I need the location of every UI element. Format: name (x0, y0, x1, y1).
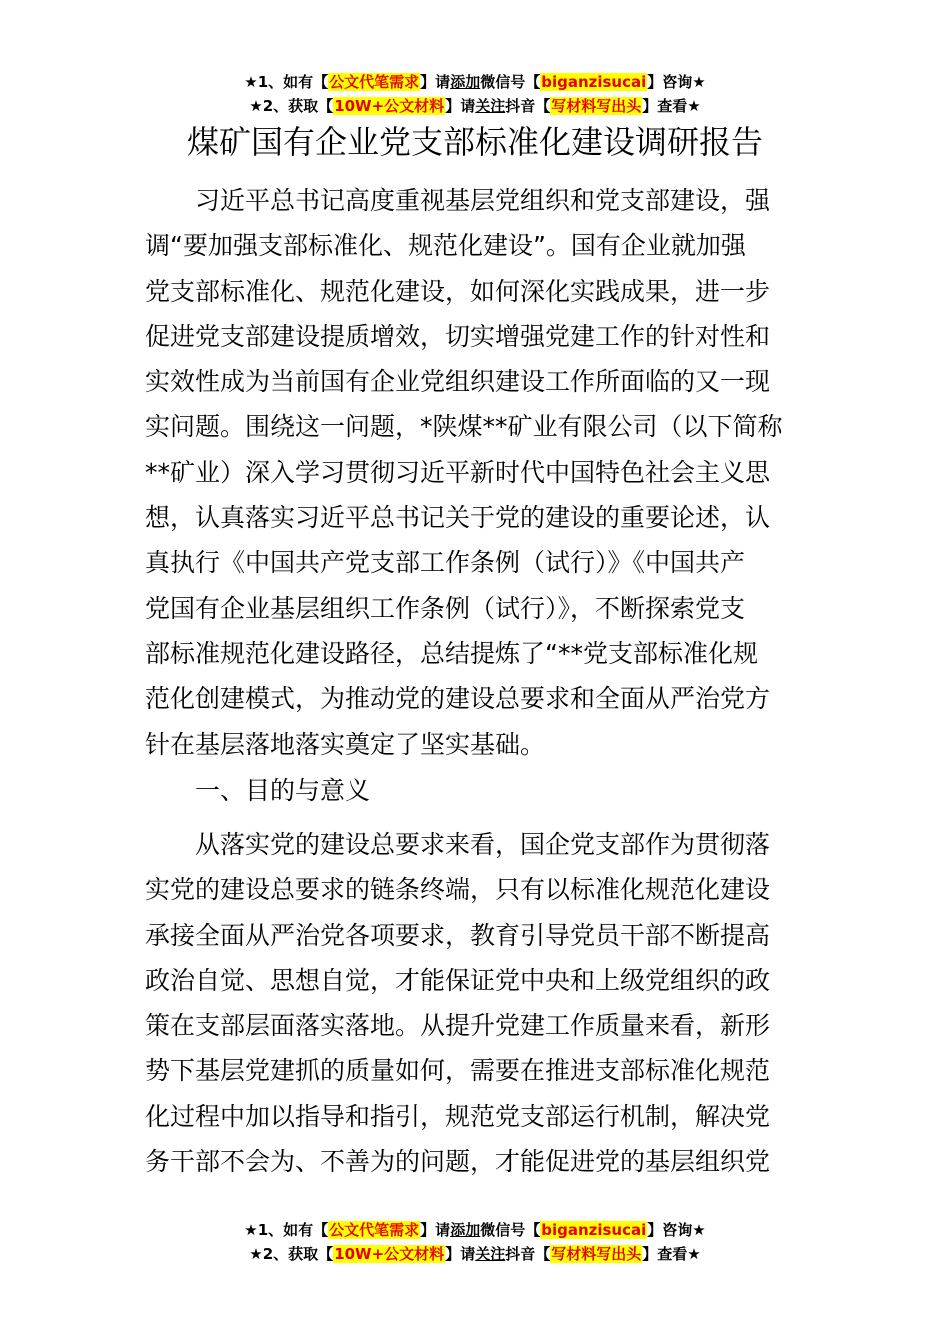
ad-highlight: 写材料写出头 (551, 97, 642, 115)
ad-highlight: biganzisucai (541, 1221, 647, 1239)
ad-underline: 关注 (475, 97, 506, 115)
ad-text: 】查看★ (642, 1245, 701, 1263)
text-line: 针在基层落地落实奠定了坚实基础。 (145, 729, 546, 759)
text-line: 真执行《中国共产党支部工作条例（试行）》《中国共产 (145, 548, 746, 578)
ad-text: ★1、如有【 (244, 1221, 329, 1239)
text-line: 实问题。围绕这一问题，*陕煤**矿业有限公司（以下简称 (145, 412, 783, 442)
text-line: 化过程中加以指导和指引，规范党支部运行机制，解决党 (145, 1101, 771, 1131)
ad-highlight: 写材料写出头 (551, 1245, 642, 1263)
text-line: 势下基层党建抓的质量如何，需要在推进支部标准化规范 (145, 1056, 771, 1086)
text-line: 党国有企业基层组织工作条例（试行）》，不断探索党支 (145, 593, 746, 623)
ad-text: 】咨询★ (647, 1221, 706, 1239)
ad-highlight: 10W+公文材料 (334, 97, 445, 115)
ad-text: 微信号【 (480, 1221, 541, 1239)
text-line: 策在支部层面落实落地。从提升党建工作质量来看，新形 (145, 1011, 771, 1041)
ad-text: ★2、获取【 (249, 97, 334, 115)
footer-ad-line-1 (0, 1220, 950, 1240)
ad-text: 】请 (445, 97, 476, 115)
text-line: 承接全面从严治党各项要求，教育引导党员干部不断提高 (145, 920, 771, 950)
document-title: 煤矿国有企业党支部标准化建设调研报告 (186, 123, 763, 161)
section-heading (145, 768, 810, 813)
ad-highlight: biganzisucai (541, 73, 647, 91)
heading-text: 一、目的与意义 (195, 776, 371, 805)
ad-text: 】请 (445, 1245, 476, 1263)
ad-underline: 添加 (450, 1221, 481, 1239)
ad-text: 】咨询★ (647, 73, 706, 91)
paragraph-2 (145, 822, 810, 1184)
ad-text: 】查看★ (642, 97, 701, 115)
header-ad-line-2 (0, 96, 950, 116)
text-line: 政治自觉、思想自觉，才能保证党中央和上级党组织的政 (145, 965, 771, 995)
text-line: 实党的建设总要求的链条终端，只有以标准化规范化建设 (145, 875, 771, 905)
text-line: 调“要加强支部标准化、规范化建设”。国有企业就加强 (145, 231, 746, 261)
text-line: 务干部不会为、不善为的问题，才能促进党的基层组织党 (145, 1147, 771, 1177)
ad-text: 抖音【 (505, 1245, 551, 1263)
text-line: 范化创建模式，为推动党的建设总要求和全面从严治党方 (145, 684, 771, 714)
text-line: 党支部标准化、规范化建设，如何深化实践成果，进一步 (145, 276, 771, 306)
ad-highlight: 公文代笔需求 (329, 73, 420, 91)
text-line: 部标准规范化建设路径，总结提炼了“**党支部标准化规 (145, 638, 758, 668)
header-ad-line-1 (0, 72, 950, 92)
ad-text: ★1、如有【 (244, 73, 329, 91)
ad-highlight: 10W+公文材料 (334, 1245, 445, 1263)
text-line: 实效性成为当前国有企业党组织建设工作所面临的又一现 (145, 367, 771, 397)
text-line: 从落实党的建设总要求来看，国企党支部作为贯彻落 (195, 830, 771, 859)
text-line: 想，认真落实习近平总书记关于党的建设的重要论述，认 (145, 503, 771, 533)
ad-underline: 添加 (450, 73, 481, 91)
ad-text: 微信号【 (480, 73, 541, 91)
text-line: 促进党支部建设提质增效，切实增强党建工作的针对性和 (145, 321, 771, 351)
footer-ad-line-2 (0, 1244, 950, 1264)
paragraph-1 (145, 178, 810, 767)
ad-text: 抖音【 (505, 97, 551, 115)
ad-text: 】请 (420, 73, 451, 91)
ad-highlight: 公文代笔需求 (329, 1221, 420, 1239)
ad-text: ★2、获取【 (249, 1245, 334, 1263)
ad-underline: 关注 (475, 1245, 506, 1263)
text-line: 习近平总书记高度重视基层党组织和党支部建设，强 (195, 186, 771, 215)
text-line: **矿业）深入学习贯彻习近平新时代中国特色社会主义思 (145, 457, 771, 487)
ad-text: 】请 (420, 1221, 451, 1239)
